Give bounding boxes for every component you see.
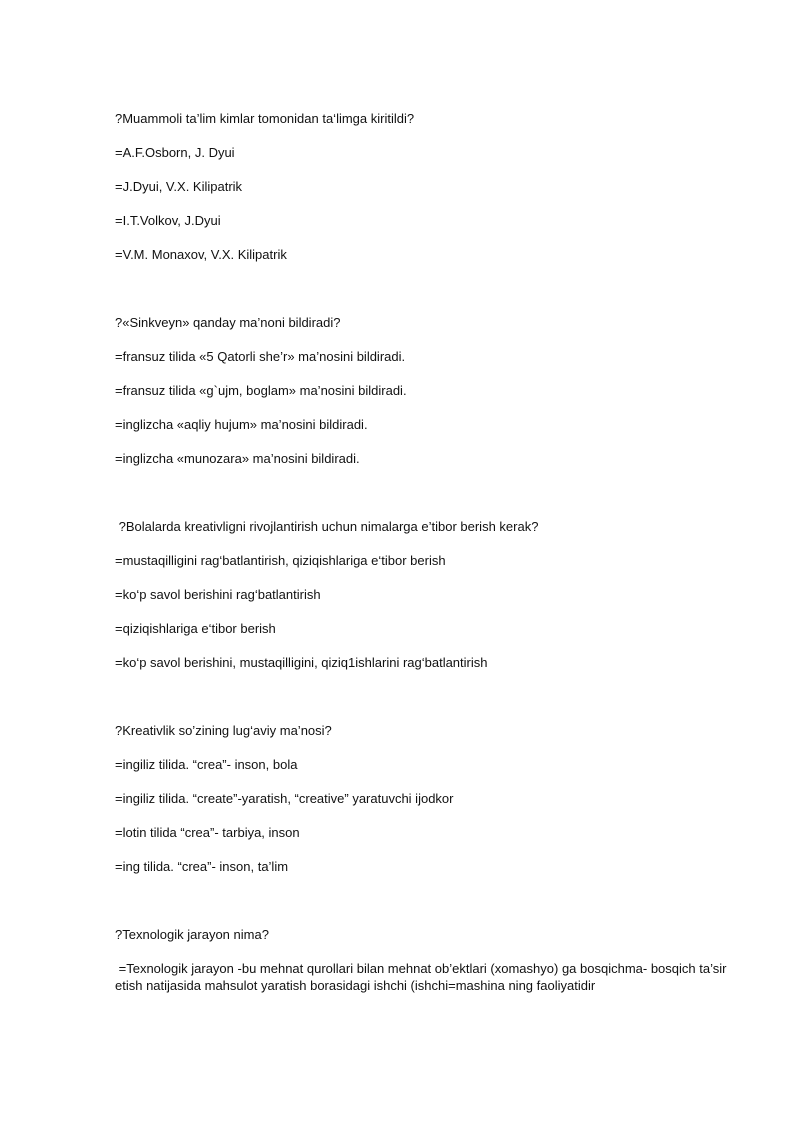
answer-option: =ko‘p savol berishini, mustaqilligini, qiziq1ishlarini rag‘batlantirish xyxy=(115,655,488,670)
answer-option: =V.M. Monaxov, V.X. Kilipatrik xyxy=(115,247,287,262)
answer-option: =A.F.Osborn, J. Dyui xyxy=(115,145,235,160)
question-text: ?Bolalarda kreativligni rivojlantirish uchun nimalarga e’tibor berish kerak? xyxy=(115,519,539,534)
question-text: ?Texnologik jarayon nima? xyxy=(115,927,269,942)
question-text: ?«Sinkveyn» qanday ma’noni bildiradi? xyxy=(115,315,341,330)
answer-option: =ingiliz tilida. “crea”- inson, bola xyxy=(115,757,298,772)
answer-option: =fransuz tilida «g`ujm, boglam» ma’nosini bildiradi. xyxy=(115,383,407,398)
answer-option: =inglizcha «aqliy hujum» ma’nosini bildiradi. xyxy=(115,417,368,432)
answer-option: =mustaqilligini rag‘batlantirish, qiziqishlariga e‘tibor berish xyxy=(115,553,446,568)
answer-option: =inglizcha «munozara» ma’nosini bildiradi. xyxy=(115,451,360,466)
answer-option: =Texnologik jarayon -bu mehnat qurollari bilan mehnat ob’ektlari (xomashyo) ga bosqichma- bosqich ta’sir etish natijasida mahsulot yaratish borasidagi ishchi (ishchi=mashina ning faoliyatidir xyxy=(115,961,731,993)
answer-option: =J.Dyui, V.X. Kilipatrik xyxy=(115,179,243,194)
question-text: ?Muammoli ta’lim kimlar tomonidan ta‘limga kiritildi? xyxy=(115,111,415,126)
question-block-5 xyxy=(115,926,735,994)
question-block-3 xyxy=(115,518,735,671)
question-text: ?Kreativlik so’zining lug‘aviy ma’nosi? xyxy=(115,723,332,738)
document-content xyxy=(115,110,735,994)
answer-option: =fransuz tilida «5 Qatorli she’r» ma’nosini bildiradi. xyxy=(115,349,406,364)
question-block-1 xyxy=(115,110,735,263)
answer-option: =qiziqishlariga e‘tibor berish xyxy=(115,621,276,636)
answer-option: =ko‘p savol berishini rag‘batlantirish xyxy=(115,587,321,602)
answer-option: =ingiliz tilida. “create”-yaratish, “creative” yaratuvchi ijodkor xyxy=(115,791,454,806)
answer-option: =I.T.Volkov, J.Dyui xyxy=(115,213,221,228)
answer-option: =lotin tilida “crea”- tarbiya, inson xyxy=(115,825,300,840)
question-block-4 xyxy=(115,722,735,875)
answer-option: =ing tilida. “crea”- inson, ta’lim xyxy=(115,859,289,874)
question-block-2 xyxy=(115,314,735,467)
